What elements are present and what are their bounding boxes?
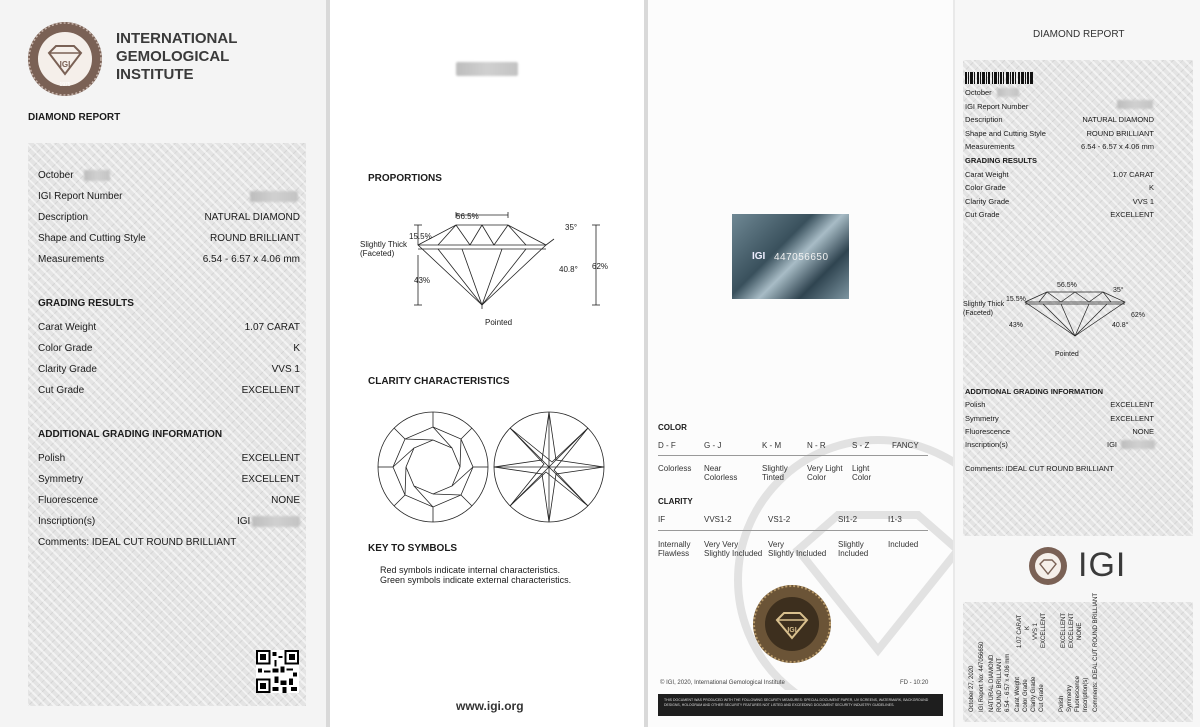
summary-polish-value: EXCELLENT [1110,400,1154,409]
label-line: Internally [658,540,691,549]
stub-comments: Comments: IDEAL CUT ROUND BRILLIANT [1093,592,1099,712]
stub-date: October 27, 2020 [969,665,975,712]
inscription-redacted [252,516,300,527]
igi-brand-text: IGI [1078,546,1127,584]
summary-girdle-line1: Slightly Thick [963,301,1005,308]
additional-grading-title: ADDITIONAL GRADING INFORMATION [38,429,223,440]
stub-clarity-value: VVS 1 [1033,622,1039,640]
inscription-prefix: IGI [237,516,251,527]
total-depth: 62% [592,262,609,271]
crown-plot-diagram [376,410,490,524]
header-redacted [456,62,518,76]
color-label-near-colorless [704,464,737,482]
label-line: Color [852,473,872,482]
summary-shape-label: Shape and Cutting Style [965,129,1046,138]
igi-small-seal-logo [1028,546,1068,586]
proportions-title: PROPORTIONS [368,173,442,184]
summary-symmetry-label: Symmetry [965,414,999,423]
comments-text: Comments: IDEAL CUT ROUND BRILLIANT [38,537,237,548]
stub-fluorescence-value: NONE [1077,622,1083,640]
summary-description-value: NATURAL DIAMOND [1082,115,1154,124]
stub-clarity-label: Clarity Grade [1031,676,1037,712]
crown-height: 15.5% [409,232,432,241]
summary-shape-value: ROUND BRILLIANT [1086,129,1154,138]
date-row [38,170,300,184]
stub-report-number: IGI Report No: 447056650 [979,641,985,712]
barcode [965,72,1033,84]
summary-crown-angle: 35° [1113,287,1124,294]
stub-color-value: K [1025,625,1031,630]
institute-name-line2: GEMOLOGICAL [116,48,230,65]
label-line: Tinted [762,473,784,482]
summary-fluorescence-value: NONE [1132,427,1154,436]
stub-color-label: Color Grade [1023,679,1029,712]
summary-shape-row [965,129,1154,139]
color-grade-sz: S - Z [852,441,870,450]
color-grade-df: D - F [658,441,676,450]
symmetry-label: Symmetry [38,474,83,485]
label-line: Colorless [704,473,738,482]
summary-date-label: October [965,88,992,97]
svg-text:IGI: IGI [59,60,71,69]
clarity-scale-title: CLARITY [658,497,693,506]
summary-symmetry-value: EXCELLENT [1110,414,1154,423]
label-line: Very Light [807,464,843,473]
stub-symmetry-label: Symmetry [1067,685,1073,712]
stub-shape: ROUND BRILLIANT [997,657,1003,712]
report-summary-panel [955,0,1200,727]
summary-date-row [965,88,1154,98]
clarity-row [38,364,300,378]
summary-grading-title: GRADING RESULTS [965,156,1037,165]
summary-comments-row [965,464,1154,474]
stub-polish-label: Polish [1059,695,1065,712]
polish-label: Polish [38,453,66,464]
summary-inscription-redacted [1121,440,1155,449]
summary-carat-label: Carat Weight [965,170,1009,179]
summary-clarity-label: Clarity Grade [965,197,1010,206]
clarity-grade-si: SI1-2 [838,515,858,524]
report-title: DIAMOND REPORT [28,112,121,123]
fluorescence-row [38,495,300,509]
color-value: K [293,343,300,354]
summary-cut-row [965,210,1154,220]
shape-value: ROUND BRILLIANT [209,233,300,244]
clarity-grade-if: IF [658,515,666,524]
report-data-area [28,143,306,706]
summary-color-row [965,183,1154,193]
date-label: October [38,170,74,181]
description-row [38,212,300,226]
gold-seal-hologram [752,584,832,664]
summary-inscription-prefix: IGI [1107,440,1118,449]
summary-comments-text: Comments: IDEAL CUT ROUND BRILLIANT [965,464,1114,473]
stub-inscription-label: Inscription(s) [1083,677,1089,712]
clarity-label-si [838,540,868,558]
pavilion-plot-diagram [492,410,606,524]
color-grade-gj: G - J [704,441,722,450]
stub-carat-value: 1.07 CARAT [1017,614,1023,648]
polish-row [38,453,300,467]
summary-polish-label: Polish [965,400,986,409]
stub-cut-label: Cut Grade [1039,684,1045,712]
summary-table-percentage: 56.5% [1057,282,1077,289]
stub-measurements: 6.54 - 6.57 x 4.06 mm [1005,653,1011,712]
clarity-label-vvs [704,540,762,558]
label-line: Slightly [838,540,864,549]
summary-measurements-label: Measurements [965,142,1015,151]
label-line: Color [807,473,827,482]
summary-additional-title: ADDITIONAL GRADING INFORMATION [965,387,1104,396]
color-grade-km: K - M [762,441,782,450]
carat-row [38,322,300,336]
label-line: Included [838,549,869,558]
cut-row [38,385,300,399]
summary-carat-row [965,170,1154,180]
laser-inscription-number: 447056650 [774,252,829,263]
form-code: FD - 10:20 [900,680,929,686]
color-grade-fancy: FANCY [892,441,919,450]
summary-inscription-label: Inscription(s) [965,440,1008,449]
summary-cut-value: EXCELLENT [1110,210,1154,219]
summary-date-redacted [997,88,1019,97]
color-row [38,343,300,357]
color-grade-nr: N - R [807,441,826,450]
copyright-text: © IGI, 2020, International Gemological Institute [660,680,785,686]
clarity-value: VVS 1 [271,364,300,375]
summary-fluorescence-label: Fluorescence [965,427,1011,436]
color-label: Color Grade [38,343,93,354]
seal-year: 1975 [59,82,71,88]
stub-polish-value: EXCELLENT [1061,612,1067,648]
carat-label: Carat Weight [38,322,97,333]
date-redacted [84,170,110,181]
stub-fluorescence-label: Fluorescence [1075,675,1081,712]
label-line: Slightly [762,464,788,473]
report-inner-left-panel [330,0,644,727]
key-external-note: Green symbols indicate external characteristics. [380,575,572,585]
institute-name [116,30,237,84]
cut-value: EXCELLENT [241,385,300,396]
summary-symmetry-row [965,414,1154,424]
summary-measurements-row [965,142,1154,152]
summary-clarity-value: VVS 1 [1132,197,1154,206]
crown-angle: 35° [565,223,578,232]
fluorescence-value: NONE [271,495,300,506]
clarity-grade-i: I1-3 [888,515,902,524]
summary-clarity-row [965,197,1154,207]
inscription-label: Inscription(s) [38,516,96,527]
clarity-scale-rule [658,530,928,531]
summary-girdle-thickness [963,300,1004,318]
summary-report-number-redacted [1117,100,1153,109]
label-line: Near [704,464,722,473]
key-internal-note: Red symbols indicate internal characteristics. [380,565,561,575]
clarity-label-vs [768,540,826,558]
measurements-label: Measurements [38,254,105,265]
security-note: THIS DOCUMENT WAS PRODUCED WITH THE FOLLOWING SECURITY MEASURES: SPECIAL DOCUMENT PAPER, UV SCREENS, WATERMARK, BACKGROUND DESIGNS, HOLOGRAM AND OTHER SECURITY FEATURES NOT LISTED AND EXCEEDING DOCUMENT SECURITY INDUSTRY GUIDELINES. [664,698,929,707]
pavilion-depth: 43% [414,276,431,285]
color-label-slightly-tinted [762,464,788,482]
key-to-symbols-title: KEY TO SYMBOLS [368,543,458,554]
girdle-line2: (Faceted) [360,249,395,258]
stub-symmetry-value: EXCELLENT [1069,612,1075,648]
label-line: Slightly Included [768,549,827,558]
institute-name-line3: INSTITUTE [116,66,194,83]
summary-carat-value: 1.07 CARAT [1112,170,1154,179]
summary-fluorescence-row [965,427,1154,437]
summary-color-label: Color Grade [965,183,1006,192]
symmetry-value: EXCELLENT [241,474,300,485]
institute-name-line1: INTERNATIONAL [116,30,238,47]
stub-description: NATURAL DIAMOND [989,654,995,712]
report-front-panel [0,0,326,727]
shape-row [38,233,300,247]
summary-cut-label: Cut Grade [965,210,1000,219]
stub-carat-label: Carat Weight [1015,677,1021,712]
table-percentage: 56.5% [456,212,479,221]
label-line: Slightly Included [704,549,763,558]
grading-results-title: GRADING RESULTS [38,298,134,309]
culet-size: Pointed [485,318,513,327]
color-label-light [852,464,871,482]
clarity-characteristics-title: CLARITY CHARACTERISTICS [368,376,510,387]
color-label-very-light [807,464,843,482]
symmetry-row [38,474,300,488]
summary-polish-row [965,400,1154,410]
color-scale-title: COLOR [658,423,687,432]
clarity-grade-vs: VS1-2 [768,515,791,524]
polish-value: EXCELLENT [241,453,300,464]
clarity-label: Clarity Grade [38,364,97,375]
photo-igi-mark: IGI [752,251,766,262]
website-url: www.igi.org [456,699,524,713]
label-line: Light [852,464,870,473]
summary-crown-height: 15.5% [1006,296,1026,303]
summary-pavilion-depth: 43% [1009,322,1024,329]
report-inner-right-panel [648,0,953,727]
measurements-row [38,254,300,268]
report-number-label: IGI Report Number [38,191,123,202]
cut-label: Cut Grade [38,385,85,396]
summary-description-label: Description [965,115,1003,124]
summary-pavilion-angle: 40.8° [1112,322,1129,329]
label-line: Very [768,540,785,549]
shape-label: Shape and Cutting Style [38,233,146,244]
stub-cut-value: EXCELLENT [1041,612,1047,648]
description-label: Description [38,212,89,223]
proportions-diagram [358,205,618,330]
qr-code [256,650,299,693]
summary-description-row [965,115,1154,125]
color-scale-rule [658,455,928,456]
clarity-label-i: Included [888,540,919,549]
comments-row [38,537,300,551]
label-line: Flawless [658,549,690,558]
girdle-line1: Slightly Thick [360,240,407,249]
summary-girdle-line2: (Faceted) [963,310,993,317]
clarity-grade-vvs: VVS1-2 [704,515,732,524]
carat-value: 1.07 CARAT [244,322,300,333]
summary-total-depth: 62% [1131,312,1146,319]
fluorescence-label: Fluorescence [38,495,99,506]
girdle-thickness [360,240,407,258]
measurements-value: 6.54 - 6.57 x 4.06 mm [202,254,300,265]
summary-culet-size: Pointed [1055,351,1079,358]
svg-text:IGI: IGI [787,627,797,634]
summary-color-value: K [1148,183,1154,192]
summary-report-title: DIAMOND REPORT [1033,29,1125,40]
summary-report-number-label: IGI Report Number [965,102,1029,111]
clarity-label-if [658,540,690,558]
summary-measurements-value: 6.54 - 6.57 x 4.06 mm [1081,142,1154,151]
pavilion-angle: 40.8° [559,265,578,274]
label-line: Very Very [704,540,739,549]
description-value: NATURAL DIAMOND [204,212,300,223]
report-number-redacted [250,191,298,202]
color-label-colorless: Colorless [658,464,692,473]
